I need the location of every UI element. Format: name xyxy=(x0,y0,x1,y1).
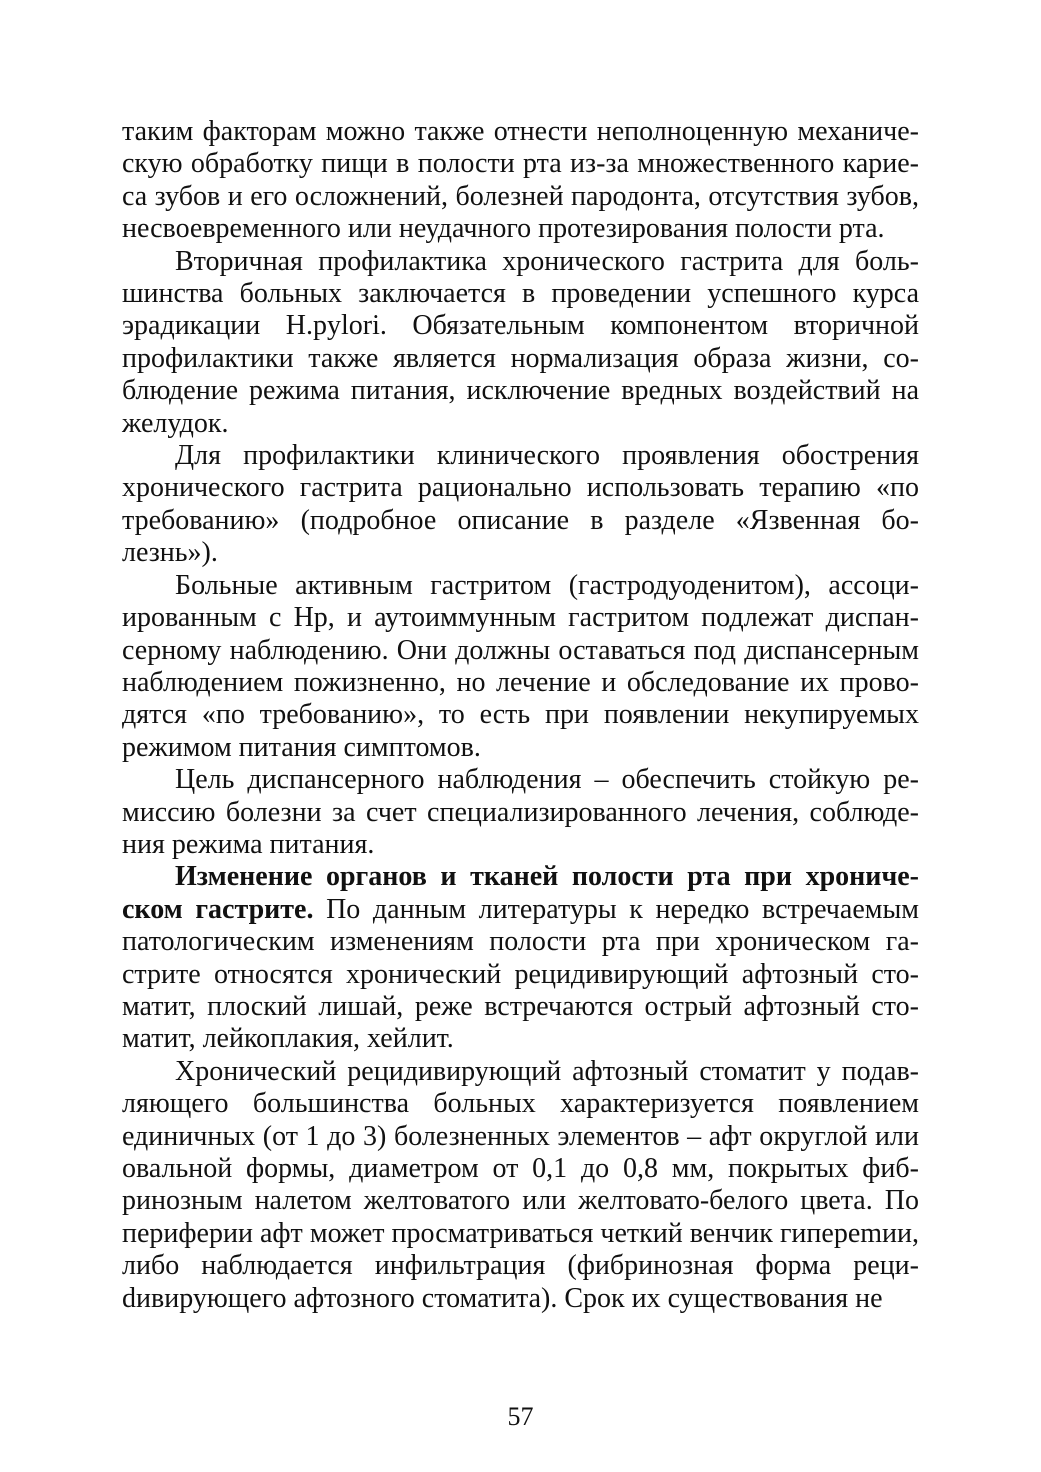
paragraph-3-text: Для профилактики клинического проявления обострения хронического гастрита рационально использовать терапию «по требованию» (подробное описание в разделе «Язвенная болезнь»). xyxy=(122,440,919,569)
paragraph-6 xyxy=(122,861,919,1055)
paragraph-1-text: таким факторам можно также отнести неполноценную механическую обработку пищи в полости рта из-за множественного кариеса зубов и его осложнений, болезней пародонта, отсутствия зубов, несвоевременного или неудачного протезирования полости рта. xyxy=(122,116,919,245)
paragraph-3 xyxy=(122,440,919,570)
paragraph-2 xyxy=(122,246,919,440)
page-body xyxy=(122,116,919,1315)
paragraph-7 xyxy=(122,1056,919,1315)
paragraph-1 xyxy=(122,116,919,246)
paragraph-5-text: Цель диспансерного наблюдения – обеспечить стойкую ремиссию болезни за счет специализированного лечения, соблюдения режима питания. xyxy=(122,764,919,860)
paragraph-4-text: Больные активным гастритом (гастродуоденитом), ассоциированным с Hp, и аутоиммунным гастритом подлежат диспансерному наблюдению. Они должны оставаться под диспансерным наблюдением пожизненно, но лечение и обследование их проводятся «по требованию», то есть при появлении некупируемых режимом питания симптомов. xyxy=(122,569,919,763)
paragraph-7-text: Хронический рецидивирующий афтозный стоматит у подавляющего большинства больных характеризуется появлением единичных (от 1 до 3) болезненных элементов – афт округлой или овальной формы, диаметром от 0,1 до 0,8 мм, покрытых фибринозным налетом желтоватого или желтовато-белого цвета. По периферии афт может просматриваться четкий венчик гипереmии, либо наблюдается инфильтрация (фибринозная форма рециdивирующего афтозного стоматита). Срок их существования не xyxy=(122,1055,919,1314)
section-heading: Изменение органов и тканей полости рта при хроническом гастрите. xyxy=(122,861,919,925)
paragraph-5 xyxy=(122,764,919,861)
paragraph-6-text: По данным литературы к нередко встречаемым патологическим изменениям полости рта при хроническом гастрите относятся хронический рецидивирующий афтозный стоматит, плоский лишай, реже встречаются острый афтозный стоматит, лейкоплакия, хейлит. xyxy=(122,893,919,1055)
paragraph-4 xyxy=(122,570,919,764)
page-number: 57 xyxy=(507,1402,534,1431)
paragraph-2-text: Вторичная профилактика хронического гастрита для большинства больных заключается в проведении успешного курса эрадикации H.pylori. Обязательным компонентом вторичной профилактики также является нормализация образа жизни, соблюдение режима питания, исключение вредных воздействий на желудок. xyxy=(122,245,919,439)
